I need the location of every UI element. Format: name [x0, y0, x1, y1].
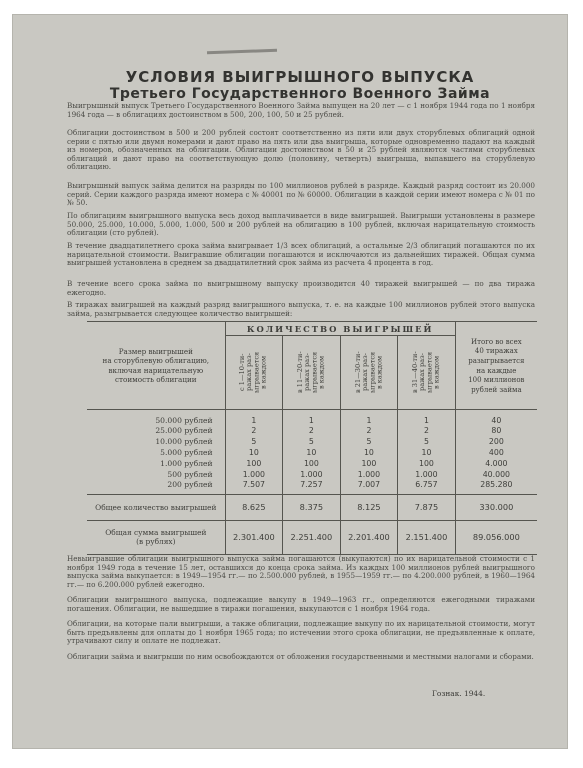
total-sum-label: Общая сумма выигрышей (в рублях) [105, 528, 207, 546]
table-row [87, 447, 537, 458]
table-total-count-row [87, 494, 537, 520]
paragraph-buyback-draws: Облигации выигрышного выпуска, подлежащие выкупу в 1949—1963 гг., определяются ежегодными тиражами погашения. Облигации, не вышедшие в тиражи погашения, выкупаются с 1 ноября 1964 года. [67, 595, 535, 613]
table-total-header: Итого во всех 40 тиражах разыгрывается на каждые 100 миллионов рублей займа [455, 322, 537, 410]
paragraph-draws: В течение всего срока займа по выигрышному выпуску производится 40 тиражей выигрышей — по два тиража ежегодно. [67, 279, 535, 297]
prize-count: 1.000 [398, 469, 456, 480]
prize-size: 25.000 рублей [155, 426, 213, 435]
prize-count: 100 [398, 458, 456, 469]
paragraph-presentation-deadline: Облигации, на которые пали выигрыши, а также облигации, подлежащие выкупу по их нарицательной стоимости, могут быть предъявлены для оплаты до 1 ноября 1965 года; по истечении этого срока облигации, не предъявленные к оплате, утрачивают силу и оплате не подлежат. [67, 619, 535, 646]
prize-count: 1.000 [283, 469, 341, 480]
document-title: УСЛОВИЯ ВЫИГРЫШНОГО ВЫПУСКА [125, 68, 475, 86]
total-sum: 2.201.400 [340, 520, 398, 554]
table-col-header: в 31—40-ти- ражах раз- ыгрывается в каждом [398, 336, 456, 410]
prize-total: 4.000 [455, 458, 537, 469]
prize-count: 10 [225, 447, 283, 458]
prize-count: 7.007 [340, 480, 398, 494]
prize-count: 1 [283, 410, 341, 426]
paragraph-prizes: По облигациям выигрышного выпуска весь доход выплачивается в виде выигрышей. Выигрыши установлены в размере 50.000, 25.000, 10.000, 5.000, 1.000, 500 и 200 рублей на облигацию в 100 рублей, включая нарицательную стоимость облигации (сто рублей). [67, 211, 535, 238]
prize-total: 200 [455, 436, 537, 447]
prize-count: 2 [340, 425, 398, 436]
prize-count: 6.757 [398, 480, 456, 494]
table-row [87, 469, 537, 480]
paragraph-categories: Выигрышный выпуск займа делится на разряды по 100 миллионов рублей в разряде. Каждый разряд состоит из 20.000 серий. Серии каждого разряда имеют номера с № 40001 по № 60000. Облигации в каждой серии имеют номера с № 01 по № 50. [67, 181, 535, 208]
prize-count: 1.000 [340, 469, 398, 480]
total-count: 8.375 [283, 494, 341, 520]
prize-total: 400 [455, 447, 537, 458]
prize-count: 1 [398, 410, 456, 426]
prize-count: 1 [340, 410, 398, 426]
table-row [87, 410, 537, 426]
paragraph-redemption-share: В течение двадцатилетнего срока займа выигрывает 1/3 всех облигаций, а остальные 2/3 облигаций погашаются по их нарицательной стоимости. Выигравшие облигации погашаются и исключаются из дальнейших тиражей. Общая сумма выигрышей установлена в среднем за двадцатилетний срок займа из расчета 4 процента в год. [67, 241, 535, 268]
paragraph-table-intro: В тиражах выигрышей на каждый разряд выигрышного выпуска, т. е. на каждые 100 миллионов рублей этого выпуска займа, разыгрывается следующее количество выигрышей: [67, 300, 535, 318]
total-sum: 2.251.400 [283, 520, 341, 554]
prize-count: 1.000 [225, 469, 283, 480]
total-count: 330.000 [455, 494, 537, 520]
prize-count: 5 [340, 436, 398, 447]
prize-total: 80 [455, 425, 537, 436]
prize-size: 5.000 рублей [160, 448, 213, 457]
table-col-header: в 21—30-ти- ражах раз- ыгрывается в каждом [340, 336, 398, 410]
prize-count: 5 [283, 436, 341, 447]
total-count: 8.125 [340, 494, 398, 520]
prize-count: 7.507 [225, 480, 283, 494]
table-col-header: с 1—10-ти- ражах раз- ыгрывается в каждом [225, 336, 283, 410]
prize-total: 40 [455, 410, 537, 426]
table-total-sum-row [87, 520, 537, 554]
total-count: 8.625 [225, 494, 283, 520]
prize-count: 100 [340, 458, 398, 469]
prize-count: 10 [398, 447, 456, 458]
prize-count: 2 [398, 425, 456, 436]
prize-count: 1 [225, 410, 283, 426]
table-row [87, 480, 537, 494]
prize-total: 40.000 [455, 469, 537, 480]
prize-count: 10 [340, 447, 398, 458]
paragraph-tax-exemption: Облигации займа и выигрыши по ним освобождаются от обложения государственными и местными налогами и сборами. [67, 652, 534, 661]
table-row [87, 458, 537, 469]
prize-size: 1.000 рублей [160, 459, 213, 468]
total-count: 7.875 [398, 494, 456, 520]
paragraph-term: Выигрышный выпуск Третьего Государственного Военного Займа выпущен на 20 лет — с 1 ноября 1944 года по 1 ноября 1964 года — в облигациях достоинством в 500, 200, 100, 50 и 25 рублей. [67, 101, 535, 119]
paragraph-buyback: Невыигравшие облигации выигрышного выпуска займа погашаются (выкупаются) по их нарицательной стоимости с 1 ноября 1949 года в течение 15 лет, оставшихся до конца срока займа. Из каждых 100 миллионов рублей выигрышного выпуска займа выкупается: в 1949—1954 гг.— по 2.500.000 рублей, в 1955—1959 гг.— по 4.200.000 рублей, в 1960—1964 гг.— по 6.200.000 рублей ежегодно. [67, 554, 535, 589]
prize-size: 10.000 рублей [155, 437, 213, 446]
table-row [87, 425, 537, 436]
printer-imprint: Гознак. 1944. [432, 689, 486, 698]
prize-count: 5 [398, 436, 456, 447]
prize-size: 50.000 рублей [155, 416, 213, 425]
total-count-label: Общее количество выигрышей [95, 502, 217, 512]
prize-count: 100 [283, 458, 341, 469]
prize-size: 500 рублей [167, 470, 213, 479]
prize-count: 100 [225, 458, 283, 469]
paragraph-denominations: Облигации достоинством в 500 и 200 рублей состоят соответственно из пяти или двух сторублевых облигаций одной серии с пятью или двумя номерами и дают право на пять или два выигрыша, которые одновременно падают на каждый из номеров, обозначенных на облигации. Облигации достоинством в 50 и 25 рублей являются частями сторублевых облигаций и дают право на соответствующую долю (половину, четверть) выигрыша, выпавшего на сторублевую облигацию. [67, 128, 535, 172]
prize-count: 2 [225, 425, 283, 436]
document-subtitle: Третьего Государственного Военного Займа [109, 86, 491, 102]
bond-sheet [12, 14, 568, 749]
prize-count: 5 [225, 436, 283, 447]
prize-count: 2 [283, 425, 341, 436]
prize-total: 285.280 [455, 480, 537, 494]
total-sum: 2.151.400 [398, 520, 456, 554]
table-row [87, 436, 537, 447]
total-sum: 2.301.400 [225, 520, 283, 554]
prize-size: 200 рублей [167, 480, 213, 490]
table-col-header: в 11—20-ти- ражах раз- ыгрывается в каждом [283, 336, 341, 410]
table-group-header: КОЛИЧЕСТВО ВЫИГРЫШЕЙ [225, 322, 455, 336]
prize-table [87, 321, 537, 555]
prize-count: 10 [283, 447, 341, 458]
ink-scratch [207, 49, 277, 54]
prize-count: 7.257 [283, 480, 341, 494]
total-sum: 89.056.000 [455, 520, 537, 554]
table-left-header: Размер выигрышей на сторублевую облигацию, включая нарицательную стоимость облигации [102, 346, 210, 384]
